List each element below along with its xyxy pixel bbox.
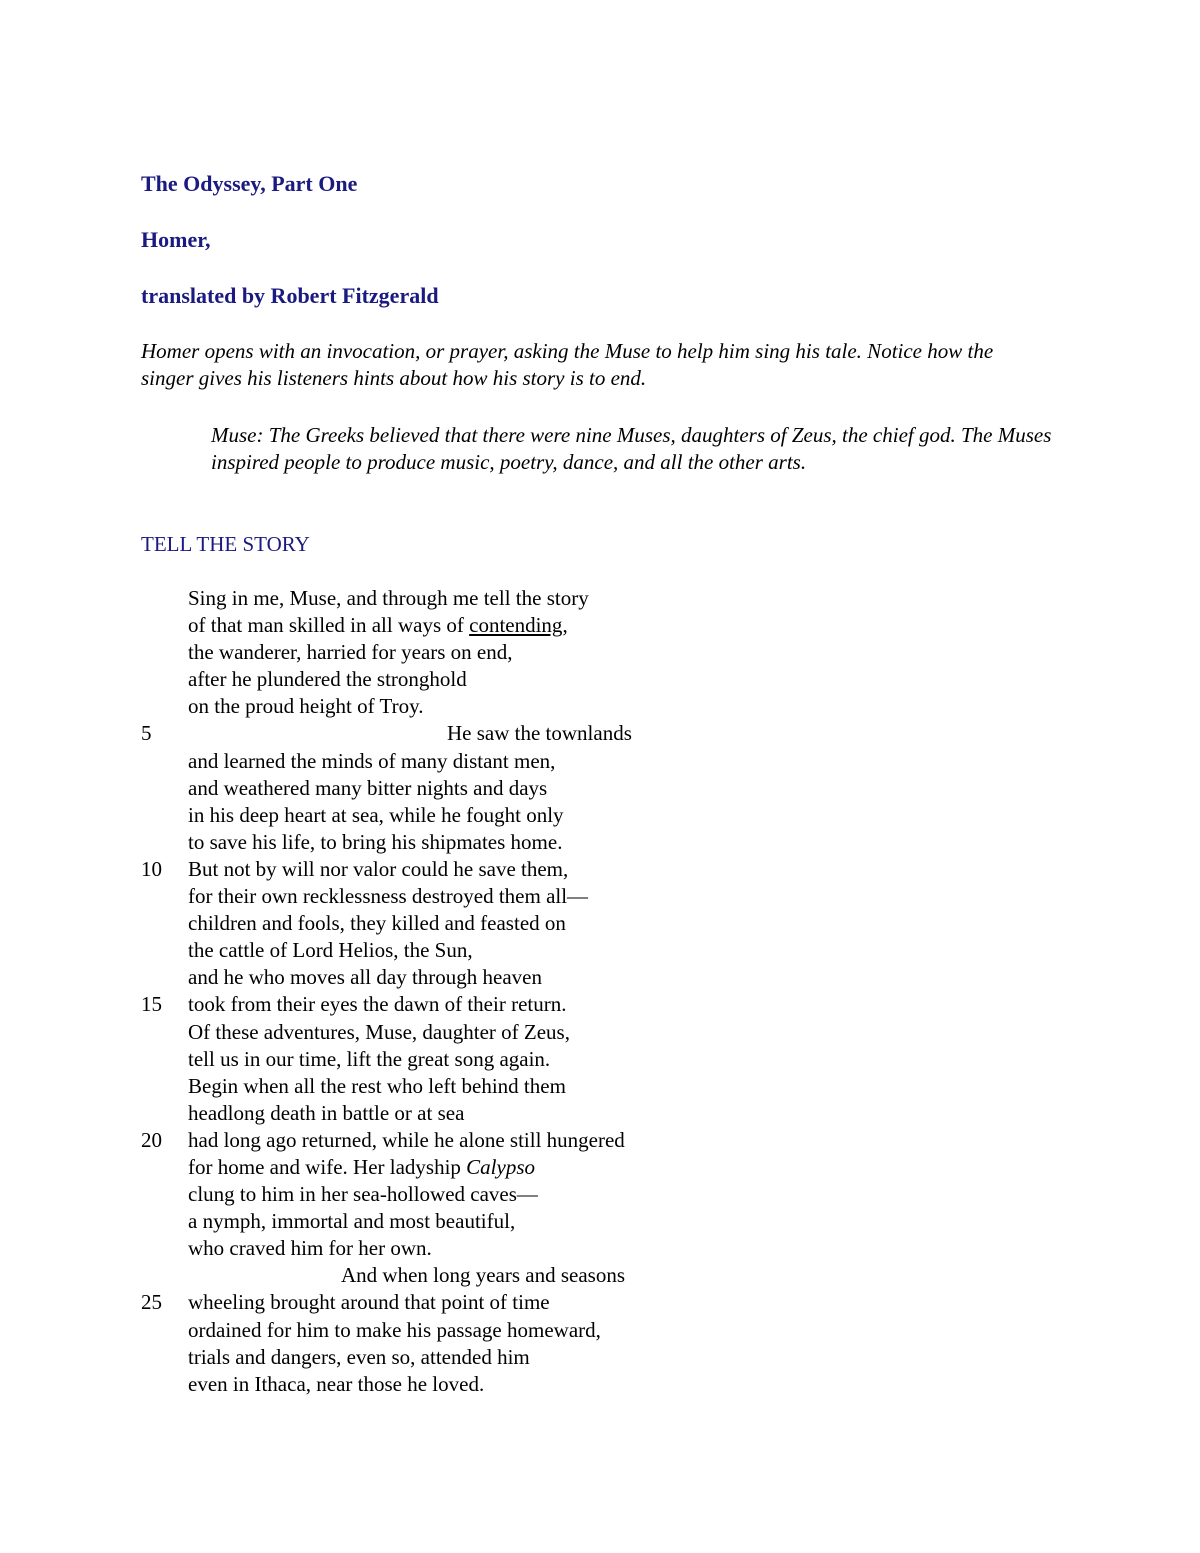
section-title: TELL THE STORY xyxy=(141,532,310,556)
poem-line-text: trials and dangers, even so, attended him xyxy=(188,1344,530,1369)
poem-line xyxy=(141,829,1101,856)
poem-line xyxy=(141,1235,1101,1262)
calypso-name: Calypso xyxy=(466,1154,536,1179)
poem-line xyxy=(141,612,1101,639)
poem-line xyxy=(141,1154,1101,1181)
poem-line xyxy=(141,693,1101,720)
poem-line-text: Begin when all the rest who left behind them xyxy=(188,1073,566,1098)
document-page xyxy=(141,169,1101,1398)
intro-paragraph: Homer opens with an invocation, or prayer, asking the Muse to help him sing his tale. Notice how the singer gives his listeners hints about how his story is to end. xyxy=(141,339,994,390)
poem-line-text: clung to him in her sea-hollowed caves— xyxy=(188,1182,538,1207)
poem-line xyxy=(141,1371,1101,1398)
poem-line xyxy=(141,720,1101,747)
line-number: 25 xyxy=(141,1290,162,1315)
glossary-term-contending[interactable]: contending xyxy=(469,613,563,638)
poem-line xyxy=(141,1100,1101,1127)
poem-line xyxy=(141,856,1101,883)
poem-line xyxy=(141,910,1101,937)
poem-line-text: and he who moves all day through heaven xyxy=(188,965,542,990)
poem-line xyxy=(141,1289,1101,1316)
poem-line-text: for home and wife. Her ladyship Calypso xyxy=(188,1154,536,1179)
muse-note: Muse: The Greeks believed that there were nine Muses, daughters of Zeus, the chief god. The Muses inspired people to produce music, poetry, dance, and all the other arts. xyxy=(211,423,1052,474)
poem-line-text: Of these adventures, Muse, daughter of Zeus, xyxy=(188,1019,570,1044)
poem-line-text: the wanderer, harried for years on end, xyxy=(188,640,513,665)
line-number: 15 xyxy=(141,992,162,1017)
line-number: 5 xyxy=(141,721,152,746)
poem-line xyxy=(141,802,1101,829)
poem-line-text: after he plundered the stronghold xyxy=(188,667,467,692)
poem-line xyxy=(141,775,1101,802)
poem-line xyxy=(141,1208,1101,1235)
document-translator: translated by Robert Fitzgerald xyxy=(141,283,439,308)
poem-line-text: for their own recklessness destroyed them all— xyxy=(188,884,589,909)
poem-line-text: on the proud height of Troy. xyxy=(188,694,424,719)
poem-line-text: took from their eyes the dawn of their return. xyxy=(188,992,567,1017)
poem-line-text: of that man skilled in all ways of contending, xyxy=(188,613,568,638)
poem-line-text: But not by will nor valor could he save them, xyxy=(188,856,569,881)
poem-line xyxy=(141,1127,1101,1154)
poem-line-text: headlong death in battle or at sea xyxy=(188,1100,465,1125)
poem-line xyxy=(141,1019,1101,1046)
poem-line-text: in his deep heart at sea, while he fought only xyxy=(188,802,564,827)
poem-line xyxy=(141,1344,1101,1371)
poem-line xyxy=(141,639,1101,666)
poem-line xyxy=(141,1317,1101,1344)
poem-line-text: a nymph, immortal and most beautiful, xyxy=(188,1209,516,1234)
poem-line-text: And when long years and seasons xyxy=(341,1263,626,1288)
poem-line-text: and weathered many bitter nights and days xyxy=(188,775,548,800)
poem-line xyxy=(141,1073,1101,1100)
poem-line-text: ordained for him to make his passage homeward, xyxy=(188,1317,601,1342)
poem-line xyxy=(141,585,1101,612)
poem-line-text: tell us in our time, lift the great song again. xyxy=(188,1046,551,1071)
poem-line-text: had long ago returned, while he alone still hungered xyxy=(188,1127,625,1152)
poem-line xyxy=(141,1046,1101,1073)
poem-line xyxy=(141,666,1101,693)
poem-line xyxy=(141,748,1101,775)
poem-line-text: to save his life, to bring his shipmates home. xyxy=(188,829,563,854)
poem-line-text: children and fools, they killed and feasted on xyxy=(188,911,566,936)
poem-line-text: even in Ithaca, near those he loved. xyxy=(188,1371,485,1396)
poem-line-text: wheeling brought around that point of time xyxy=(188,1290,550,1315)
poem xyxy=(141,585,1101,1398)
line-number: 20 xyxy=(141,1127,162,1152)
poem-line xyxy=(141,883,1101,910)
document-author: Homer, xyxy=(141,227,211,252)
poem-line-text: and learned the minds of many distant men, xyxy=(188,748,556,773)
poem-line-text: who craved him for her own. xyxy=(188,1236,432,1261)
poem-line-text: He saw the townlands xyxy=(447,721,632,746)
poem-line xyxy=(141,964,1101,991)
line-number: 10 xyxy=(141,856,162,881)
poem-line-text: Sing in me, Muse, and through me tell the story xyxy=(188,586,589,610)
poem-line-text: the cattle of Lord Helios, the Sun, xyxy=(188,938,473,963)
poem-line xyxy=(141,937,1101,964)
document-title: The Odyssey, Part One xyxy=(141,171,358,196)
poem-line xyxy=(141,1181,1101,1208)
poem-line xyxy=(141,1262,1101,1289)
poem-line xyxy=(141,991,1101,1018)
